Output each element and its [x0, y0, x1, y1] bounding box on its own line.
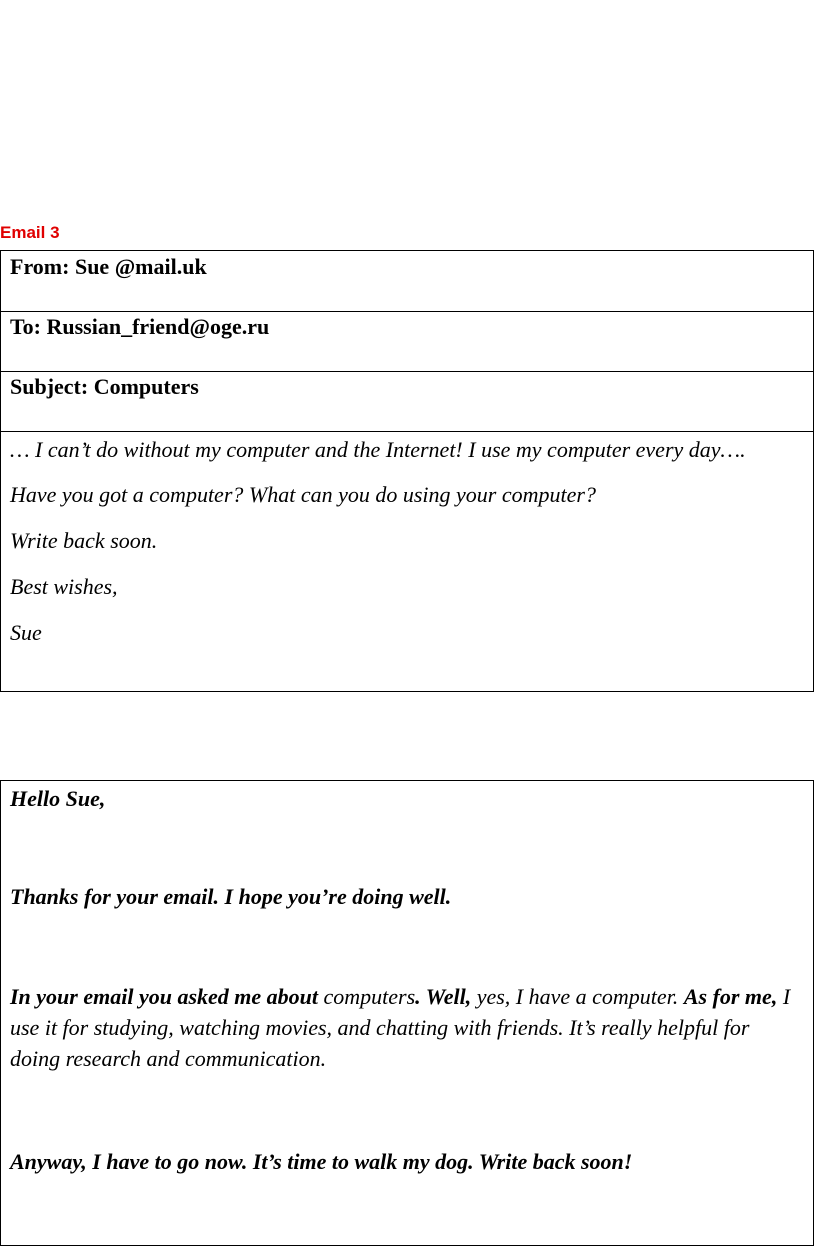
phrase-bold: As for me,	[683, 984, 778, 1009]
subject-row	[1, 371, 813, 432]
body-line: Best wishes,	[10, 574, 118, 599]
phrase-regular: computers	[318, 984, 416, 1009]
body-line: … I can’t do without my computer and the Internet! I use my computer every day….	[10, 437, 746, 462]
email-table	[0, 250, 814, 692]
reply-thanks: Thanks for your email. I hope you’re doing well.	[10, 884, 452, 909]
to-row	[1, 311, 813, 372]
from-field: From: Sue @mail.uk	[10, 254, 207, 279]
phrase-bold: In your email you asked me about	[10, 984, 319, 1009]
from-row	[1, 251, 813, 312]
phrase-bold: . Well,	[415, 984, 472, 1009]
reply-box	[0, 780, 814, 1246]
reply-paragraph	[10, 981, 799, 1074]
reply-closing: Anyway, I have to go now. It’s time to walk my dog. Write back soon!	[10, 1149, 633, 1174]
to-field: To: Russian_friend@oge.ru	[10, 314, 270, 339]
phrase-regular: yes, I have a computer.	[471, 984, 684, 1009]
phrase-regular: I use it for studying, watching movies, and chatting with friends. It’s really helpful for doing research and communication.	[10, 984, 791, 1071]
body-line: Write back soon.	[10, 528, 158, 553]
email-body	[10, 435, 773, 664]
reply-greeting: Hello Sue,	[10, 786, 106, 811]
email-label: Email 3	[0, 223, 60, 242]
subject-field: Subject: Computers	[10, 374, 199, 399]
body-line: Have you got a computer? What can you do using your computer?	[10, 482, 596, 507]
body-line: Sue	[10, 620, 42, 645]
